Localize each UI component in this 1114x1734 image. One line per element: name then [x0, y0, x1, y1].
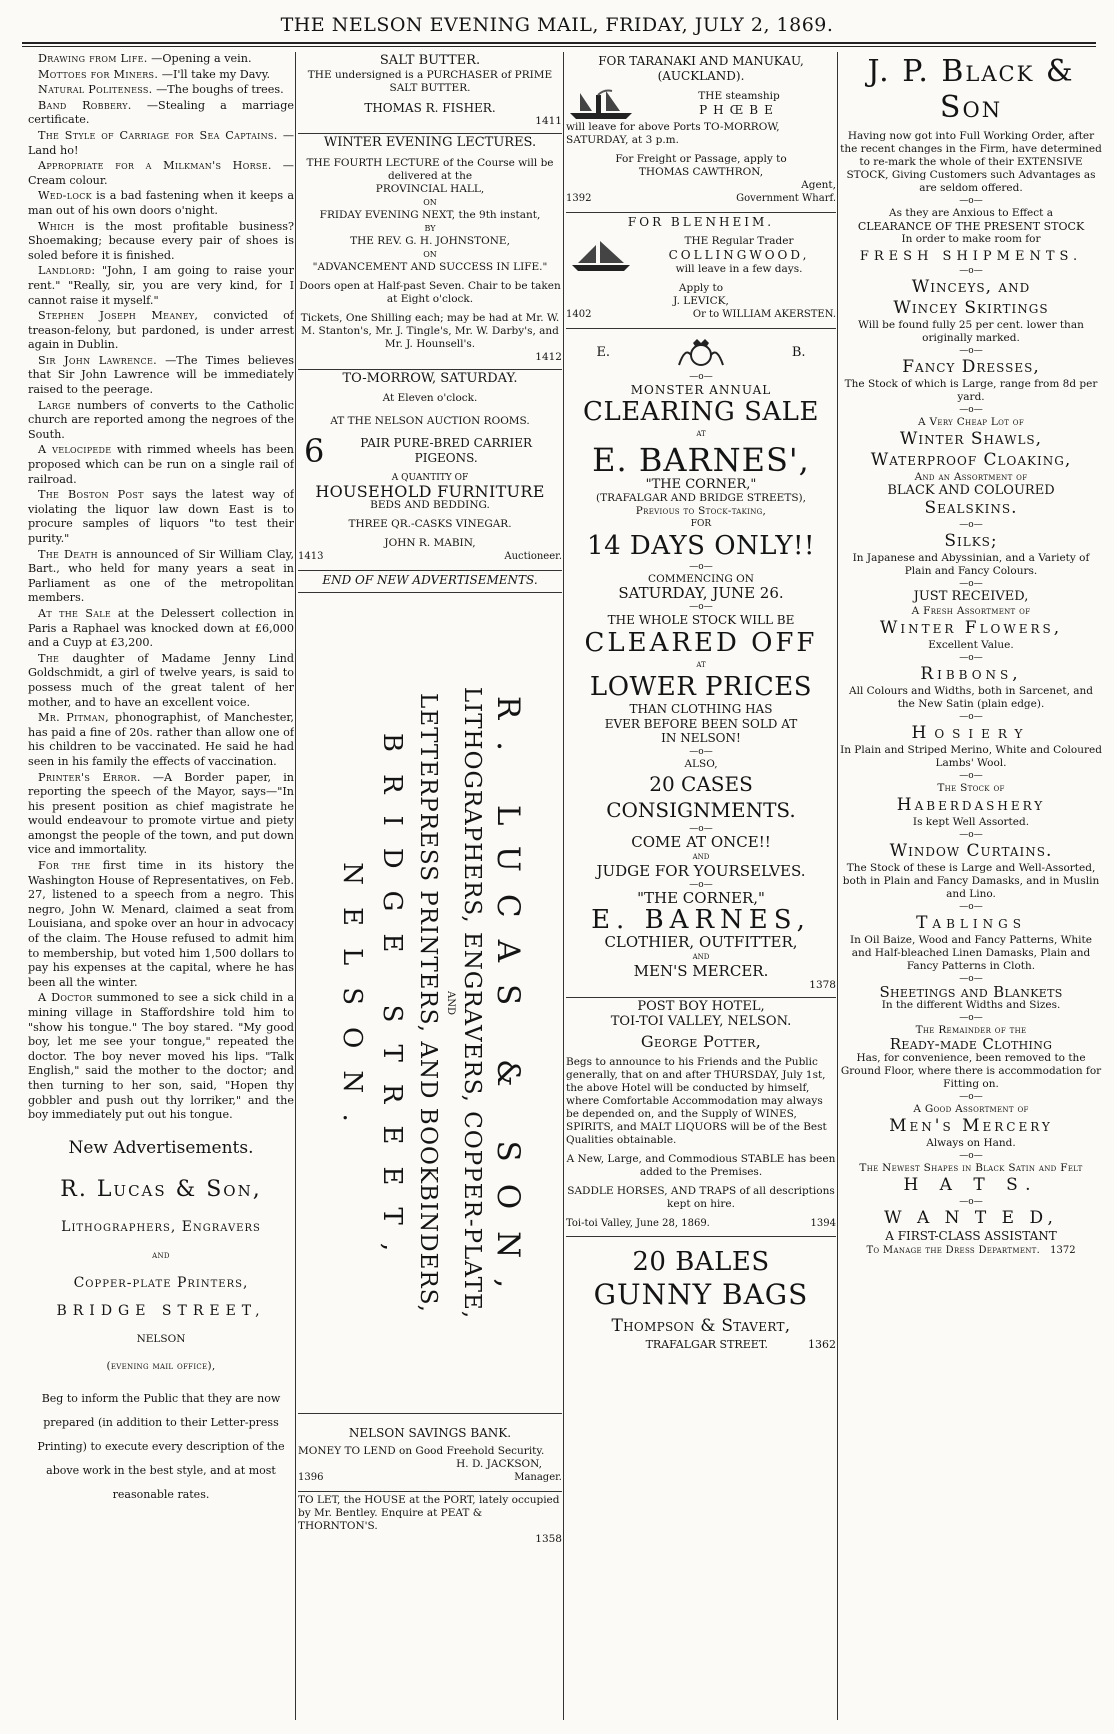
newest-shapes: The Newest Shapes in Black Satin and Felt — [859, 1161, 1083, 1174]
taranaki-title: FOR TARANAKI AND MANUKAU, (AUCKLAND). — [598, 54, 804, 83]
savings-footer — [298, 1471, 562, 1486]
news-item-lead: For the — [38, 859, 91, 873]
news-item-text: convicted of treason-felony, but pardoned, is under arrest again in Dublin. — [28, 309, 294, 352]
barnes-cleared: CLEARED OFF — [584, 627, 818, 658]
lectures-speaker: THE REV. G. H. JOHNSTONE, — [350, 234, 510, 247]
stock-of: The Stock of — [937, 781, 1005, 794]
blenheim-agent-1: J. LEVICK, — [673, 294, 729, 307]
news-item-lead: Stephen Joseph Meaney, — [38, 309, 199, 323]
savings-bank-ad — [298, 1414, 562, 1491]
barnes-nelson: IN NELSON! — [661, 731, 741, 746]
gunny-bales: 20 BALES — [632, 1247, 770, 1278]
barnes-judge: JUDGE FOR YOURSELVES. — [596, 862, 806, 881]
barnes-corner: "THE CORNER," — [645, 476, 757, 492]
black-son-clearance: CLEARANCE OF THE PRESENT STOCK — [857, 220, 1085, 233]
taranaki-apply: For Freight or Passage, apply to — [615, 153, 787, 166]
skirtings-heading: Wincey Skirtings — [893, 297, 1049, 318]
mercery-note: Always on Hand. — [926, 1136, 1016, 1149]
news-item-lead: Landlord: — [38, 264, 96, 278]
auction-vinegar: THREE QR.-CASKS VINEGAR. — [348, 518, 512, 531]
pigeons-count: 6 — [304, 431, 325, 470]
barnes-mercer: MEN'S MERCER. — [633, 962, 769, 981]
news-item — [28, 771, 294, 859]
news-item — [28, 264, 294, 308]
news-item-text: —The Times believes that Sir John Lawrence will be immediately raised to the peerage. — [28, 353, 294, 397]
news-item-lead: The Boston Post — [38, 488, 144, 502]
news-item — [28, 83, 294, 98]
barnes-name: E. BARNES', — [592, 440, 810, 479]
postboy-date: Toi-toi Valley, June 28, 1869. — [566, 1217, 710, 1229]
barnes-whole: THE WHOLE STOCK WILL BE — [607, 612, 795, 627]
lucas-vertical-text — [332, 603, 528, 1403]
lectures-venue: PROVINCIAL HALL, — [375, 182, 485, 195]
blenheim-ship-name: COLLINGWOOD, — [668, 248, 810, 263]
to-let-body: TO LET, the HOUSE at the PORT, lately occupied by Mr. Bentley. Enquire at PEAT & THORNTON'S. — [298, 1493, 560, 1532]
ad-number: 1394 — [810, 1217, 836, 1229]
barnes-clearing: CLEARING SALE — [583, 397, 819, 428]
gunny-name: Thompson & Stavert, — [611, 1316, 791, 1337]
black-son-anxious: As they are Anxious to Effect a — [889, 207, 1053, 219]
haberdashery-note: Is kept Well Assorted. — [912, 815, 1030, 828]
blenheim-departure: will leave in a few days. — [675, 262, 803, 275]
lucas-street: BRIDGE STREET, — [56, 1303, 266, 1320]
ribbons-heading: Ribbons, — [920, 663, 1022, 684]
black-son-ad: J. P. Black & Son Having now got into Full Working Order, after the recent changes in the Firm, have determined to re-mark the whole of their EXTENSIVE STOCK, Giving Customers such Advantages as are seldom offered. —o— As they are Anxious to Effect a CLEARANCE OF THE PRESENT STOCK In order to make room for FRESH SHIPMENTS. —o— Winceys, and Wincey Skirtings Will be found fully 25 per cent. lower than originally marked. —o— Fancy Dresses, The Stock of which is Large, range from 8d per yard. —o— A Very Cheap Lot of Winter Shawls, Waterproof Cloaking, And an Assortment of BLACK AND COLOURED Sealskins. —o— Silks; In Japanese and Abyssinian, and a Variety of Plain and Fancy Colours. —o— JUST RECEIVED, A Fresh Assortment of Winter Flowers, Excellent Value. —o— Ribbons, All Colours and Widths, both in Sarcenet, and the New Satin (plain edge). —o— Hosiery In Plain and Striped Merino, White and Coloured Lambs' Wool. —o— The Stock of Haberdashery Is kept Well Assorted. —o— Window Curtains. The Stock of these is Large and Well-Assorted, both in Plain and Fancy Damasks, and in Muslin and Lino. —o— Tablings In Oil Baize, Wood and Fancy Patterns, White and Half-bleached Linen Damasks, Plain and Fancy Patterns in Cloth. —o— Sheetings and Blankets In the different Widths and Sizes. —o— The Remainder of the Ready-made Clothing Has, for convenience, been removed to the Ground Floor, where there is accommodation for Fitting on. —o— A Good Assortment of Men's Mercery Always on Hand. —o— The Newest Shapes in Black Satin and Felt H A T S. —o— W A N T E D, A FIRST-CLASS ASSISTANT To Manage the Dress Department. 1372 — [840, 54, 1102, 1258]
separator: —o— — [689, 562, 713, 573]
separator: —o— — [689, 746, 713, 757]
salt-butter-title: SALT BUTTER. — [379, 53, 481, 68]
barnes-also: ALSO, — [684, 757, 718, 770]
lectures-line: THE FOURTH LECTURE of the Course will be delivered at the — [306, 156, 554, 182]
black-son-title: J. P. Black & Son — [867, 54, 1075, 125]
postboy-title: POST BOY HOTEL, — [637, 999, 765, 1015]
hosiery-heading: Hosiery — [911, 722, 1031, 743]
pigeons-line — [298, 431, 562, 470]
news-item-lead: The — [38, 651, 60, 665]
news-item-text: "John, I am going to raise your rent." "Really, sir, you are very kind, for I cannot raise it myself." — [28, 264, 294, 307]
barnes-corner-2: "THE CORNER," — [637, 888, 765, 907]
postboy-body: Begs to announce to his Friends and the Public generally, that on and after THURSDAY, July 1st, the above Hotel will be conducted by himself, where Comfortable Accommodation may always be depended on, and the Supply of WINES, SPIRITS, and MALT LIQUORS will be of the Best Qualities obtainable. — [566, 1055, 827, 1146]
news-item-text: numbers of converts to the Catholic church are reported among the negroes of the South. — [28, 398, 294, 441]
news-item — [28, 52, 294, 67]
black-son-fresh: FRESH SHIPMENTS. — [859, 249, 1083, 264]
barnes-monster: MONSTER ANNUAL — [630, 382, 772, 397]
column-advertisements-2 — [298, 52, 562, 1726]
sheetings-note: In the different Widths and Sizes. — [881, 999, 1061, 1012]
lectures-tickets: Tickets, One Shilling each; may be had at Mr. W. M. Stanton's, Mr. J. Tingle's, Mr. W. Darby's, and Mr. J. Hounsell's. — [300, 311, 560, 350]
ship-name: PHŒBE — [699, 103, 779, 118]
auction-qty: A QUANTITY OF — [391, 472, 469, 483]
barnes-for: FOR — [690, 519, 712, 530]
news-item — [28, 443, 294, 487]
salt-butter-body: THE undersigned is a PURCHASER of PRIME SALT BUTTER. — [307, 68, 553, 94]
masthead: THE NELSON EVENING MAIL, FRIDAY, JULY 2, 1869. — [280, 14, 834, 36]
news-item-lead: The Death — [38, 547, 98, 561]
news-item-lead: Which — [38, 219, 75, 233]
ad-number: 1411 — [535, 115, 562, 128]
barnes-than: THAN CLOTHING HAS — [629, 702, 773, 717]
blenheim-text — [642, 235, 836, 276]
black-coloured: BLACK AND COLOURED — [887, 482, 1055, 498]
sailing-ship-icon — [566, 239, 636, 273]
steamship-icon — [566, 87, 636, 121]
tablings-heading: Tablings — [916, 912, 1026, 933]
column-divider — [295, 52, 296, 1720]
news-item — [28, 68, 294, 83]
postboy-saddle: SADDLE HORSES, AND TRAPS of all descriptions kept on hire. — [567, 1184, 835, 1210]
news-item-lead: Natural Politeness. — [38, 83, 153, 97]
news-item-text: summoned to see a sick child in a mining village in Staffordshire told him to "show his tongue." The boy stared. "My good boy, let me see your tongue," repeated the doctor. The boy never moved his lips. "Talk English," said the mother to the doctor; and then turning to her son, said, "Hopen thy gobbler and push out thy lorriker," and the boy immediately put out his tongue. — [28, 991, 294, 1122]
auctioneer-role: Auctioneer. — [504, 551, 562, 563]
masthead-rule-thin — [22, 46, 1096, 47]
postboy-footer — [566, 1217, 836, 1232]
barnes-clearing-sale-ad — [566, 329, 836, 999]
news-item-lead: Appropriate for a Milkman's Horse. — [38, 159, 272, 173]
news-item — [28, 354, 294, 398]
blenheim-title: FOR BLENHEIM. — [627, 214, 775, 229]
mercery-heading: Men's Mercery — [889, 1115, 1053, 1136]
gunny-bags-ad — [566, 1237, 836, 1357]
blenheim-footer — [566, 308, 836, 323]
barnes-previous: Previous to Stock-taking, — [635, 505, 767, 518]
ad-number: 1392 — [566, 193, 592, 205]
flowers-heading: Winter Flowers, — [879, 617, 1063, 638]
lucas-and: and — [152, 1248, 170, 1261]
ad-number: 1372 — [1050, 1244, 1076, 1256]
ad-number: 1396 — [298, 1471, 324, 1483]
masthead-rule — [22, 42, 1096, 44]
lectures-on: ON — [423, 249, 437, 259]
savings-title: NELSON SAVINGS BANK. — [348, 1426, 512, 1441]
lectures-topic: "ADVANCEMENT AND SUCCESS IN LIFE." — [312, 260, 548, 273]
news-item-text: daughter of Madame Jenny Lind Goldschmidt, a girl of twelve years, is said to possess much of the great talent of her mother, and to have an excellent voice. — [28, 651, 294, 709]
silks-note: In Japanese and Abyssinian, and a Variety of Plain and Fancy Colours. — [852, 552, 1090, 578]
cloaking-heading: Waterproof Cloaking, — [870, 449, 1072, 470]
blenheim-line: THE Regular Trader — [684, 235, 794, 248]
blenheim-apply: Apply to — [678, 281, 724, 294]
just-received: JUST RECEIVED, — [913, 589, 1029, 605]
taranaki-wharf: Government Wharf. — [736, 193, 836, 205]
taranaki-agent: THOMAS CAWTHRON, — [638, 166, 764, 179]
vertical-and: AND — [445, 991, 456, 1016]
news-item — [28, 859, 294, 990]
barnes-at: AT — [696, 660, 706, 669]
tablings-note: In Oil Baize, Wood and Fancy Patterns, White and Half-bleached Linen Damasks, Plain and Fancy Patterns in Cloth. — [850, 933, 1092, 972]
salt-butter-ad — [298, 52, 562, 134]
vertical-line-1: R. LUCAS & SON, — [490, 696, 526, 1311]
news-item-lead: Mottoes for Miners. — [38, 67, 159, 81]
barnes-at: AT — [696, 430, 706, 439]
auction-beds: BEDS AND BEDDING. — [370, 499, 490, 512]
blenheim-agent-2: Or to WILLIAM AKERSTEN. — [692, 308, 836, 320]
news-item-lead: A velocipede — [38, 443, 112, 457]
ready-made-note: Has, for convenience, been removed to the Ground Floor, where there is accommodation for Fitting on. — [840, 1051, 1102, 1090]
news-item-lead: Printer's Error. — [38, 770, 141, 784]
news-item-lead: Wed-lock — [38, 189, 92, 203]
news-item — [28, 399, 294, 443]
to-let-ad — [298, 1492, 562, 1551]
barnes-ever: EVER BEFORE BEEN SOLD AT — [604, 716, 798, 731]
winceys-heading: Winceys, and — [911, 276, 1031, 297]
lectures-doors: Doors open at Half-past Seven. Chair to be taken at Eight o'clock. — [299, 279, 561, 305]
wanted-assistant: A FIRST-CLASS ASSISTANT — [885, 1228, 1057, 1243]
post-boy-hotel-ad — [566, 998, 836, 1237]
crest-letter-b: B. — [791, 345, 806, 361]
vertical-line-4: BRIDGE STREET, NELSON. — [337, 733, 407, 1274]
new-advertisements-header: New Advertisements. — [68, 1137, 254, 1158]
taranaki-ad — [566, 52, 836, 213]
postboy-stable: A New, Large, and Commodious STABLE has been added to the Premises. — [566, 1152, 836, 1178]
barnes-cases: 20 CASES CONSIGNMENTS. — [606, 771, 796, 822]
news-item-text: —Opening a vein. — [151, 52, 252, 65]
news-item — [28, 129, 294, 158]
news-item-lead: Mr. Pitman, — [38, 711, 109, 725]
taranaki-line: THE steamship — [698, 90, 780, 103]
ad-number: 1413 — [298, 551, 324, 563]
lucas-line2: Copper-plate Printers, — [73, 1274, 249, 1291]
savings-role: Manager. — [514, 1471, 562, 1483]
winter-lectures-ad — [298, 134, 562, 370]
news-item — [28, 159, 294, 188]
news-item-lead: Band Robbery. — [38, 98, 132, 112]
barnes-and: AND — [692, 852, 710, 861]
lucas-line1: Lithographers, Engravers — [61, 1218, 261, 1235]
lectures-on: ON — [423, 197, 437, 207]
gunny-bags: GUNNY BAGS — [593, 1278, 809, 1312]
separator: —o— — [689, 601, 713, 612]
separator: —o— — [689, 879, 713, 890]
remainder-line: The Remainder of the — [915, 1024, 1027, 1037]
auction-ad — [298, 370, 562, 571]
postboy-name: George Potter, — [640, 1032, 762, 1052]
auction-footer — [298, 550, 562, 565]
news-item-text: —The boughs of trees. — [156, 83, 284, 97]
lucas-vertical-ad — [298, 593, 562, 1414]
news-item — [28, 99, 294, 128]
wanted-manage: To Manage the Dress Department. — [866, 1244, 1041, 1256]
news-item — [28, 220, 294, 264]
wanted-heading: W A N T E D, — [884, 1207, 1058, 1228]
cheap-lot: A Very Cheap Lot of — [918, 415, 1024, 428]
window-curtains-note: The Stock of these is Large and Well-Assorted, both in Plain and Fancy Damasks, and in Muslin and Lino. — [842, 861, 1100, 900]
news-item-lead: A Doctor — [38, 991, 93, 1005]
lucas-body: Beg to inform the Public that they are now prepared (in addition to their Letter-press Printing) to execute every description of the above work in the best style, and at most reasonable rates. — [37, 1391, 285, 1501]
news-item — [28, 488, 294, 546]
news-item-lead: At the Sale — [38, 606, 112, 620]
ad-number: 1358 — [535, 1532, 562, 1545]
blenheim-ship-row — [566, 235, 836, 276]
news-item-text: is the most profitable business? Shoemaking; because every pair of shoes is soled before it is finished. — [28, 219, 294, 262]
news-item-text: is a bad fastening when it keeps a man out of his own doors o'night. — [28, 189, 294, 217]
news-item — [28, 607, 294, 651]
news-item-text: —Land ho! — [28, 128, 294, 157]
news-item-lead: Drawing from Life. — [38, 52, 148, 65]
column-divider — [563, 52, 564, 1720]
news-item-text: with rimmed wheels has been proposed which can be run on a single rail of railroad. — [28, 443, 294, 486]
news-item-text: says the latest way of violating the liquor law down East is to procure samples of liquors "to test their purity." — [28, 488, 294, 545]
taranaki-agent-role: Agent, — [801, 179, 836, 192]
news-item-text: phonographist, of Manchester, has paid a fine of 20s. rather than allow one of his children to be vaccinated. He said he had seen in his family the effects of vaccination. — [28, 711, 294, 768]
ad-number: 1412 — [535, 350, 562, 363]
news-item-text: —Stealing a marriage certificate. — [28, 98, 294, 127]
sealskins-heading: Sealskins. — [924, 498, 1018, 519]
barnes-streets: (TRAFALGAR AND BRIDGE STREETS), — [596, 492, 806, 505]
fresh-assortment: A Fresh Assortment of — [911, 604, 1031, 617]
sheetings-heading: Sheetings and Blankets — [879, 982, 1063, 1001]
pigeons-desc: PAIR PURE-BRED CARRIER PIGEONS. — [360, 436, 533, 465]
lucas-town: NELSON — [136, 1332, 186, 1345]
auction-place: AT THE NELSON AUCTION ROOMS. — [330, 415, 530, 428]
news-items — [28, 52, 294, 1123]
lectures-by: BY — [424, 223, 436, 233]
fancy-dresses-heading: Fancy Dresses, — [902, 356, 1040, 377]
news-item — [28, 548, 294, 606]
shawls-heading: Winter Shawls, — [899, 428, 1043, 449]
window-curtains-heading: Window Curtains. — [889, 840, 1053, 861]
royal-crest-icon — [671, 337, 731, 371]
barnes-and: AND — [692, 952, 710, 961]
good-assortment: A Good Assortment of — [913, 1102, 1029, 1115]
news-item — [28, 652, 294, 710]
salt-butter-name: THOMAS R. FISHER. — [364, 100, 496, 115]
crest-letter-e: E. — [596, 345, 611, 361]
lectures-title: WINTER EVENING LECTURES. — [323, 135, 537, 151]
gunny-street: TRAFALGAR STREET. — [645, 1338, 768, 1352]
hosiery-note: In Plain and Striped Merino, White and Coloured Lambs' Wool. — [840, 743, 1102, 769]
taranaki-departure: will leave for above Ports TO-MORROW, SATURDAY, at 3 p.m. — [566, 121, 780, 147]
savings-name: H. D. JACKSON, — [456, 1457, 542, 1470]
news-item-text: —Cream colour. — [28, 159, 294, 187]
auctioneer-name: JOHN R. MABIN, — [384, 537, 476, 550]
hats-heading: H A T S. — [903, 1174, 1039, 1195]
skirtings-note: Will be found fully 25 per cent. lower than originally marked. — [858, 318, 1084, 344]
barnes-days: 14 DAYS ONLY!! — [587, 531, 815, 562]
auction-furniture: HOUSEHOLD FURNITURE — [315, 481, 545, 501]
barnes-commencing: COMMENCING ON — [648, 573, 754, 586]
ad-number: 1402 — [566, 308, 592, 320]
barnes-clothier: CLOTHIER, OUTFITTER, — [604, 933, 798, 952]
barnes-come: COME AT ONCE!! — [631, 832, 771, 851]
news-item — [28, 189, 294, 218]
news-item — [28, 991, 294, 1122]
separator: —o— — [689, 823, 713, 834]
black-son-room: In order to make room for — [901, 233, 1041, 245]
news-item-text: first time in its history the Washington House of Representatives, on Feb. 27, listened to a speech from a negro. This negro, John W. Menard, claimed a seat from Louisiana, and spoke over an hour in advocacy of the claim. The House refused to admit him to membership, but voted him 1,500 dollars to pay his expenses at the capital, where he has been all the winter. — [28, 859, 294, 989]
vertical-line-3: LETTERPRESS PRINTERS, AND BOOKBINDERS, — [415, 693, 441, 1314]
column-advertisements-3 — [566, 52, 836, 1726]
ad-number: 1378 — [809, 979, 836, 992]
gunny-footer — [566, 1338, 836, 1353]
news-item-text: —A Border paper, in reporting the speech of the Mayor, says—"In his present position as chief magistrate he would endeavour to promote virtue and piety amongst the people of the town, and put down vice and immortality. — [28, 770, 294, 857]
haberdashery-heading: Haberdashery — [896, 794, 1046, 815]
lucas-office: (evening mail office), — [106, 1359, 216, 1372]
news-item-text: is announced of Sir William Clay, Bart., who held for many years a seat in Parliament as one of the metropolitan members. — [28, 547, 294, 605]
auction-title: TO-MORROW, SATURDAY. — [342, 370, 518, 386]
news-item — [28, 309, 294, 353]
fancy-dresses-note: The Stock of which is Large, range from 8d per yard. — [844, 377, 1098, 403]
ribbons-note: All Colours and Widths, both in Sarcenet, and the New Satin (plain edge). — [849, 684, 1093, 710]
end-of-new-ads: END OF NEW ADVERTISEMENTS. — [298, 571, 562, 594]
news-item-lead: Sir John Lawrence. — [38, 353, 157, 367]
postboy-sub: TOI-TOI VALLEY, NELSON. — [610, 1013, 792, 1029]
ready-made-heading: Ready-made Clothing — [889, 1035, 1053, 1054]
barnes-name-2: E. BARNES, — [591, 905, 811, 936]
wanted-footer — [840, 1244, 1102, 1259]
taranaki-ship-row — [566, 87, 836, 121]
barnes-lower: LOWER PRICES — [589, 672, 813, 703]
savings-body: MONEY TO LEND on Good Freehold Security. — [298, 1444, 545, 1457]
barnes-crest-row — [566, 337, 836, 371]
column-news-snippets — [28, 52, 294, 1726]
black-son-intro: Having now got into Full Working Order, after the recent changes in the Firm, have determined to re-mark the whole of their EXTENSIVE STOCK, Giving Customers such Advantages as are seldom offered. — [840, 130, 1102, 194]
ad-number: 1362 — [808, 1338, 836, 1352]
silks-heading: Silks; — [944, 531, 998, 552]
taranaki-text — [642, 90, 836, 118]
news-item-text: —I'll take my Davy. — [161, 67, 271, 81]
lucas-advertisement — [28, 1177, 294, 1506]
news-item-lead: The Style of Carriage for Sea Captains. — [38, 128, 278, 142]
flowers-note: Excellent Value. — [928, 638, 1014, 651]
lucas-name: R. Lucas & Son, — [60, 1177, 262, 1203]
column-black-and-son — [840, 52, 1102, 1726]
taranaki-footer — [566, 192, 836, 207]
news-item-text: at the Delessert collection in Paris a Raphael was knocked down at £6,000 and a Cuyp at £3,200. — [28, 606, 294, 650]
column-divider — [837, 52, 838, 1720]
news-item — [28, 711, 294, 769]
vertical-line-2: LITHOGRAPHERS, ENGRAVERS, COPPER-PLATE, — [459, 687, 485, 1320]
barnes-date: SATURDAY, JUNE 26. — [618, 584, 784, 603]
news-item-lead: Large — [38, 398, 71, 412]
blenheim-ad — [566, 213, 836, 329]
auction-time: At Eleven o'clock. — [382, 392, 478, 405]
separator: —o— — [689, 371, 713, 382]
assortment-line: And an Assortment of — [914, 470, 1028, 483]
lectures-date: FRIDAY EVENING NEXT, the 9th instant, — [319, 208, 541, 221]
